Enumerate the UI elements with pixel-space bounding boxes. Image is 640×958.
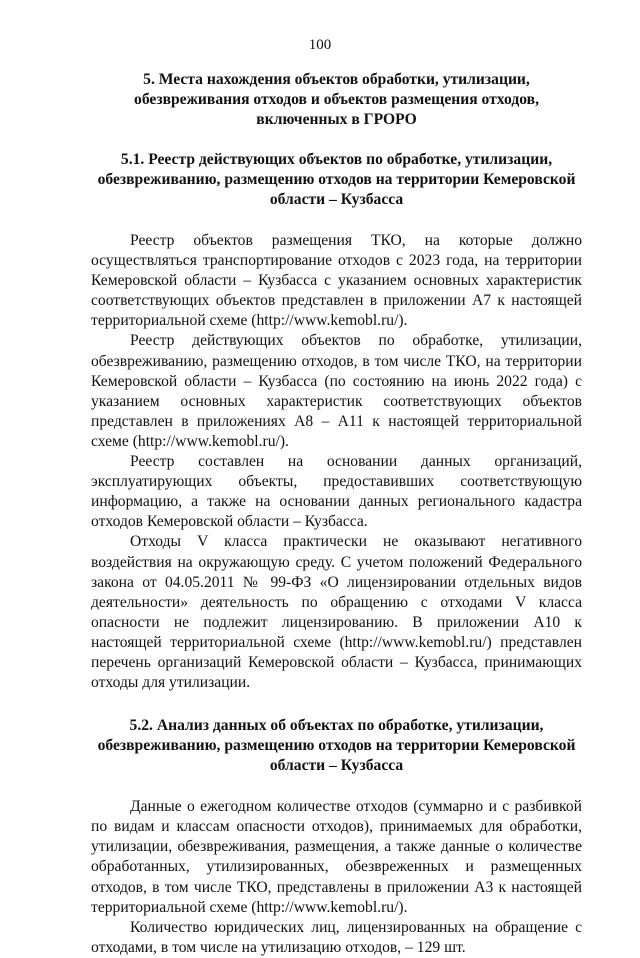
paragraph: Реестр составлен на основании данных организаций, эксплуатирующих объекты, предоставивших соответствующую информацию, а также на основании данных регионального кадастра отходов Кемеровской области – Кузбасса. — [91, 453, 582, 531]
paragraph: Данные о ежегодном количестве отходов (суммарно и с разбивкой по видам и классам опасности отходов), принимаемых для обработки, утилизации, обезвреживания, размещения, а также данные о количестве обработанных, утилизированных, обезвреженных и размещенных отходов, в том числе ТКО, представлены в приложении А3 к настоящей территориальной схеме (http://www.kemobl.ru/). — [91, 798, 582, 916]
paragraph: Количество юридических лиц, лицензированных на обращение с отходами, в том числе на утилизацию отходов, – 129 шт. — [91, 918, 582, 956]
subsection-1-title: 5.1. Реестр действующих объектов по обработке, утилизации, обезвреживанию, размещению отходов на территории Кемеровской области – Кузбасса — [97, 151, 576, 208]
paragraph: Реестр действующих объектов по обработке, утилизации, обезвреживанию, размещению отходов, в том числе ТКО, на территории Кемеровской области – Кузбасса (по состоянию на июнь 2022 года) с указанием основных характеристик соответствующих объектов представлен в приложениях А8 – А11 к настоящей территориальной схеме (http://www.kemobl.ru/). — [91, 332, 582, 450]
subsection-2-title: 5.2. Анализ данных об объектах по обработке, утилизации, обезвреживанию, размещению отходов на территории Кемеровской области – Кузбасса — [97, 717, 576, 775]
section-title: 5. Места нахождения объектов обработки, утилизации, обезвреживания отходов и объектов размещения отходов, включенных в ГРОРО — [134, 71, 539, 128]
paragraph: Отходы V класса практически не оказывают негативного воздействия на окружающую среду. С учетом положений Федерального закона от 04.05.2011 № 99-ФЗ «О лицензировании отдельных видов деятельности» деятельность по обращению с отходами V класса опасности не подлежит лицензированию. В приложении А10 к настоящей территориальной схеме (http://www.kemobl.ru/) представлен перечень организаций Кемеровской области – Кузбасса, принимающих отходы для утилизации. — [91, 533, 582, 692]
page-number: 100 — [308, 37, 332, 53]
document-body — [91, 70, 582, 958]
paragraph: Реестр объектов размещения ТКО, на которые должно осуществляться транспортирование отходов с 2023 года, на территории Кемеровской области – Кузбасса с указанием основных характеристик соответствующих объектов представлен в приложении А7 к настоящей территориальной схеме (http://www.kemobl.ru/). — [91, 232, 582, 330]
